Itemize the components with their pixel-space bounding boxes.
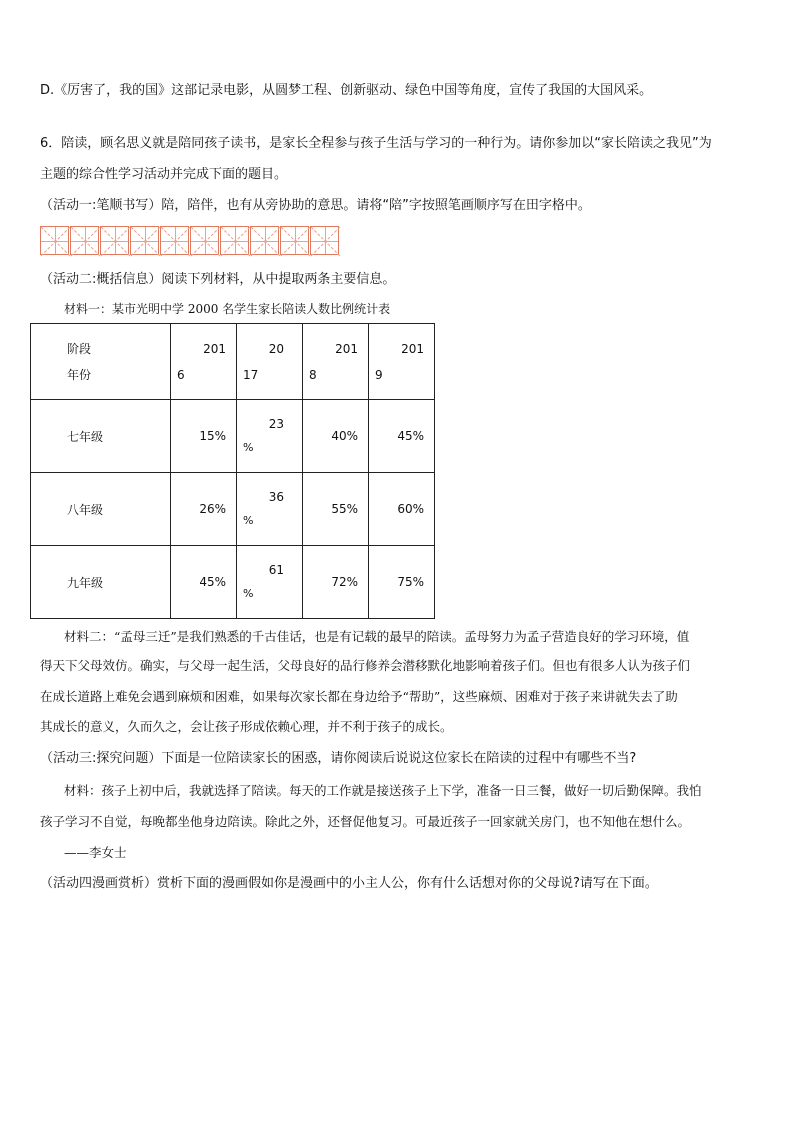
value-2019: 75%: [369, 546, 435, 619]
tianzige-cell[interactable]: [190, 226, 219, 255]
value-part: 61: [268, 563, 284, 577]
grade-cell: 七年级: [31, 400, 171, 473]
header-stage: 阶段: [67, 341, 92, 356]
activity-3: （活动三:探究问题）下面是一位陪读家长的困惑，请你阅读后说说这位家长在陪读的过程中有哪些不当?: [40, 751, 637, 766]
tianzige-cell[interactable]: [70, 226, 99, 255]
tianzige-cell[interactable]: [160, 226, 189, 255]
value-2016: 45%: [171, 546, 237, 619]
year-part: 17: [243, 367, 259, 382]
value-part: %: [243, 587, 254, 600]
value-2017: [237, 400, 303, 473]
value-2018: 40%: [303, 400, 369, 473]
year-part: 6: [177, 367, 185, 382]
tianzige-cell[interactable]: [130, 226, 159, 255]
statistics-table: [30, 323, 435, 619]
year-part: 201: [203, 341, 226, 356]
value-2018: 55%: [303, 473, 369, 546]
material-2-line-2: 得天下父母效仿。确实，与父母一起生活，父母良好的品行修养会潜移默化地影响着孩子们。但也有很多人认为孩子们: [40, 658, 691, 673]
material-2-line-1: 材料二：“孟母三迁”是我们熟悉的千古佳话，也是有记载的最早的陪读。孟母努力为孟子营造良好的学习环境，值: [64, 629, 690, 644]
tianzige-cell[interactable]: [280, 226, 309, 255]
year-part: 201: [335, 341, 358, 356]
tianzige-grid: [40, 226, 340, 255]
activity-4: （活动四漫画赏析）赏析下面的漫画假如你是漫画中的小主人公，你有什么话想对你的父母说?请写在下面。: [40, 876, 658, 891]
value-part: %: [243, 441, 254, 454]
material-2-line-4: 其成长的意义，久而久之，会让孩子形成依赖心理，并不利于孩子的成长。: [40, 719, 453, 734]
value-part: 36: [268, 490, 284, 504]
header-2016: [171, 324, 237, 400]
question-6-line-1: 6．陪读，顾名思义就是陪同孩子读书，是家长全程参与孩子生活与学习的一种行为。请你参加以“家长陪读之我见”为: [40, 136, 712, 151]
value-2016: 26%: [171, 473, 237, 546]
tianzige-cell[interactable]: [100, 226, 129, 255]
table-header-row: [31, 324, 435, 400]
value-2019: 60%: [369, 473, 435, 546]
value-2017: [237, 473, 303, 546]
value-2017: [237, 546, 303, 619]
material-1-title: 材料一：某市光明中学 2000 名学生家长陪读人数比例统计表: [64, 302, 391, 316]
table-row: [31, 473, 435, 546]
header-year: 年份: [67, 367, 92, 382]
header-corner: [31, 324, 171, 400]
header-2017: [237, 324, 303, 400]
material-3-line-1: 材料：孩子上初中后，我就选择了陪读。每天的工作就是接送孩子上下学，准备一日三餐，做好一切后勤保障。我怕: [64, 783, 702, 798]
header-2019: [369, 324, 435, 400]
value-2016: 15%: [171, 400, 237, 473]
year-part: 8: [309, 367, 317, 382]
tianzige-cell[interactable]: [220, 226, 249, 255]
option-d: D.《厉害了，我的国》这部记录电影，从圆梦工程、创新驱动、绿色中国等角度，宣传了我国的大国风采。: [40, 83, 653, 98]
material-2-line-3: 在成长道路上难免会遇到麻烦和困难，如果每次家长都在身边给予“帮助”，这些麻烦、困难对于孩子来讲就失去了助: [40, 689, 678, 704]
tianzige-cell[interactable]: [40, 226, 69, 255]
grade-cell: 八年级: [31, 473, 171, 546]
table-row: [31, 546, 435, 619]
year-part: 201: [401, 341, 424, 356]
signature: ——李女士: [64, 845, 127, 860]
material-3-line-2: 孩子学习不自觉，每晚都坐他身边陪读。除此之外，还督促他复习。可最近孩子一回家就关房门，也不知他在想什么。: [40, 814, 691, 829]
question-6-line-2: 主题的综合性学习活动并完成下面的题目。: [40, 167, 288, 182]
value-2018: 72%: [303, 546, 369, 619]
tianzige-cell[interactable]: [250, 226, 279, 255]
year-part: 20: [268, 341, 284, 356]
table-row: [31, 400, 435, 473]
activity-1: （活动一:笔顺书写）陪，陪伴，也有从旁协助的意思。请将“陪”字按照笔画顺序写在田字格中。: [40, 198, 591, 213]
activity-2: （活动二:概括信息）阅读下列材料，从中提取两条主要信息。: [40, 272, 396, 287]
year-part: 9: [375, 367, 383, 382]
header-2018: [303, 324, 369, 400]
value-part: %: [243, 514, 254, 527]
tianzige-cell[interactable]: [310, 226, 339, 255]
value-part: 23: [268, 417, 284, 431]
grade-cell: 九年级: [31, 546, 171, 619]
value-2019: 45%: [369, 400, 435, 473]
